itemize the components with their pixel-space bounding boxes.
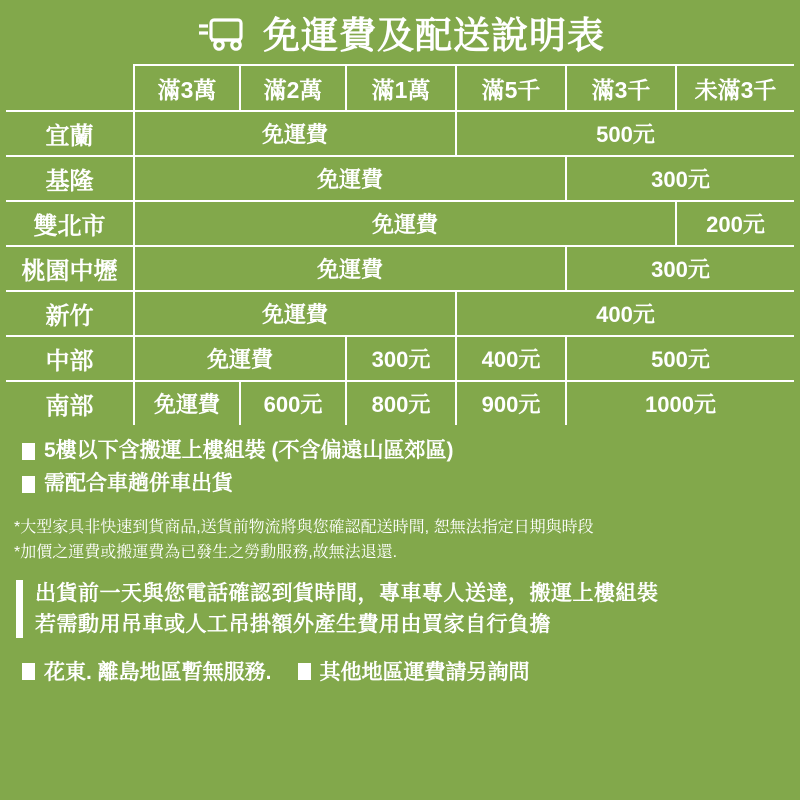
- cell-taoyuan-0: 免運費: [134, 246, 566, 291]
- fee-table-container: [0, 64, 800, 425]
- fineprint-line: *加價之運費或搬運費為已發生之勞動服務,故無法退還.: [14, 544, 398, 562]
- row-header-hsinchu: 新竹: [6, 291, 134, 336]
- cell-south-3: 900元: [456, 381, 566, 425]
- page-title: 免運費及配送說明表: [263, 14, 605, 56]
- table-row: [6, 336, 794, 381]
- table-corner-cell: [6, 65, 134, 111]
- header: [0, 0, 800, 64]
- table-row: [6, 381, 794, 425]
- row-header-taoyuan-zhongli: 桃園中壢: [6, 246, 134, 291]
- cell-hsinchu-1: 400元: [456, 291, 794, 336]
- cell-south-0: 免運費: [134, 381, 240, 425]
- footer-text: 花東. 離島地區暫無服務.: [44, 661, 272, 685]
- cell-keelung-0: 免運費: [134, 156, 566, 201]
- table-header-row: [6, 65, 794, 111]
- square-bullet-icon: [298, 663, 311, 680]
- cell-yilan-0: 免運費: [134, 111, 456, 156]
- column-header-0: 滿3萬: [134, 65, 240, 111]
- emphasis-line: 若需動用吊車或人工吊掛額外產生費用由買家自行負擔: [35, 613, 551, 637]
- cell-keelung-1: 300元: [566, 156, 794, 201]
- emphasis-line: 出貨前一天與您電話確認到貨時間，專車專人送達，搬運上樓組裝: [35, 581, 659, 605]
- fee-table: [6, 64, 794, 425]
- note-item: [22, 472, 800, 496]
- cell-yilan-1: 500元: [456, 111, 794, 156]
- note-text: 需配合車趟併車出貨: [44, 472, 233, 496]
- cell-central-1: 300元: [346, 336, 456, 381]
- truck-icon: [195, 15, 253, 55]
- cell-shuangbei-0: 免運費: [134, 201, 676, 246]
- table-row: [6, 201, 794, 246]
- cell-shuangbei-1: 200元: [676, 201, 794, 246]
- square-bullet-icon: [22, 663, 35, 680]
- cell-south-1: 600元: [240, 381, 346, 425]
- cell-central-3: 500元: [566, 336, 794, 381]
- emphasis-lines: [35, 580, 659, 639]
- vertical-bar-icon: [16, 580, 23, 639]
- fineprint-line: *大型家具非快速到貨商品,送貨前物流將與您確認配送時間, 恕無法指定日期與時段: [14, 519, 594, 537]
- note-item: [22, 439, 800, 463]
- column-header-4: 滿3千: [566, 65, 676, 111]
- table-row: [6, 246, 794, 291]
- table-row: [6, 111, 794, 156]
- emphasis-block: [0, 580, 800, 639]
- square-bullet-icon: [22, 443, 35, 460]
- note-text: 5樓以下含搬運上樓組裝 (不含偏遠山區郊區): [44, 439, 454, 462]
- table-row: [6, 291, 794, 336]
- square-bullet-icon: [22, 476, 35, 493]
- row-header-south: 南部: [6, 381, 134, 425]
- column-header-1: 滿2萬: [240, 65, 346, 111]
- cell-central-0: 免運費: [134, 336, 346, 381]
- fineprint-block: [0, 516, 800, 566]
- column-header-5: 未滿3千: [676, 65, 794, 111]
- footer-text: 其他地區運費請另詢問: [319, 661, 530, 685]
- cell-central-2: 400元: [456, 336, 566, 381]
- row-header-central: 中部: [6, 336, 134, 381]
- column-header-2: 滿1萬: [346, 65, 456, 111]
- column-header-3: 滿5千: [456, 65, 566, 111]
- cell-taoyuan-1: 300元: [566, 246, 794, 291]
- row-header-yilan: 宜蘭: [6, 111, 134, 156]
- cell-south-2: 800元: [346, 381, 456, 425]
- row-header-shuangbei: 雙北市: [6, 201, 134, 246]
- footer-block: [0, 656, 800, 686]
- footer-item-no-service: [22, 656, 272, 686]
- footer-item-other-areas: [298, 656, 530, 686]
- table-row: [6, 156, 794, 201]
- cell-south-4: 1000元: [566, 381, 794, 425]
- cell-hsinchu-0: 免運費: [134, 291, 456, 336]
- row-header-keelung: 基隆: [6, 156, 134, 201]
- notes-list: [0, 439, 800, 496]
